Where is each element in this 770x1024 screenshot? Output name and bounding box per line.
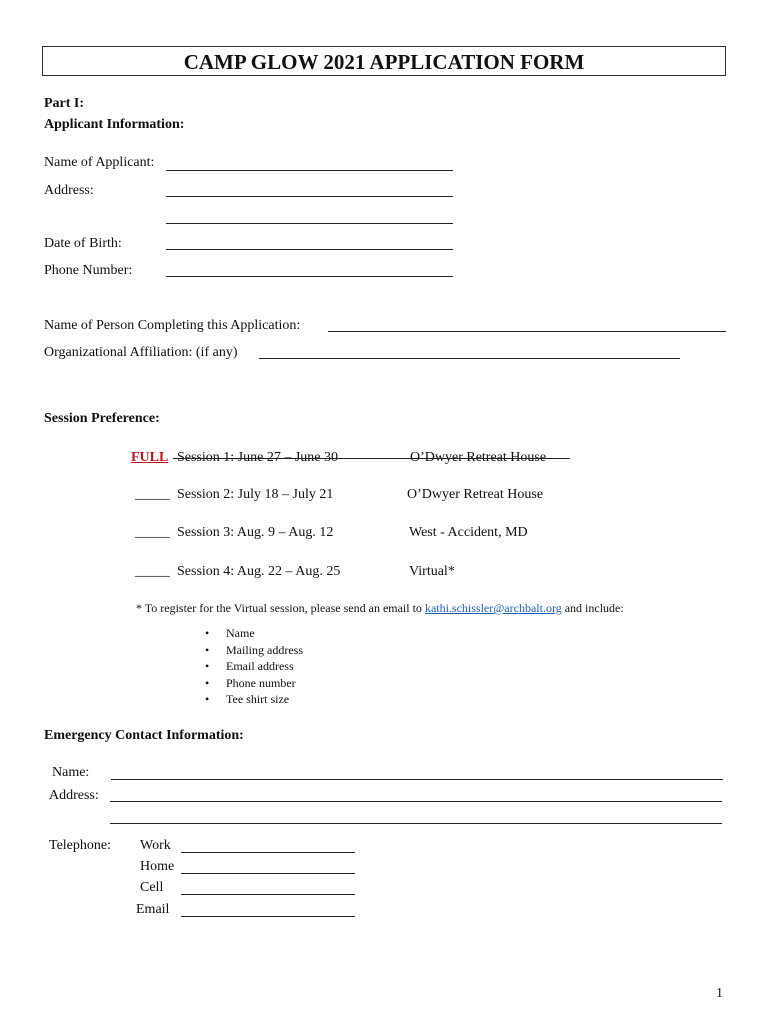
session-1-strikethrough xyxy=(173,458,570,459)
session-3-checkbox-line[interactable]: _____ xyxy=(135,525,170,540)
dob-label: Date of Birth: xyxy=(44,236,122,251)
session-heading: Session Preference: xyxy=(44,411,160,426)
list-item: • Phone number xyxy=(205,675,303,692)
phone-field[interactable] xyxy=(166,276,453,277)
completer-field[interactable] xyxy=(328,331,726,332)
applicant-name-field[interactable] xyxy=(166,170,453,171)
virtual-note-tail: and include: xyxy=(561,601,624,615)
list-item: • Mailing address xyxy=(205,642,303,659)
session-1-label: Session 1: June 27 – June 30 xyxy=(177,450,338,465)
part-label: Part I: xyxy=(44,96,85,111)
session-4-label: Session 4: Aug. 22 – Aug. 25 xyxy=(177,564,341,579)
phone-label: Phone Number: xyxy=(44,263,133,278)
session-3-location: West - Accident, MD xyxy=(409,525,528,540)
form-title: CAMP GLOW 2021 APPLICATION FORM xyxy=(42,46,726,76)
session-2-label: Session 2: July 18 – July 21 xyxy=(177,487,334,502)
session-2-checkbox-line[interactable]: _____ xyxy=(135,487,170,502)
applicant-name-label: Name of Applicant: xyxy=(44,155,155,170)
email-label: Email xyxy=(136,902,170,917)
work-phone-label: Work xyxy=(140,838,171,853)
applicant-heading: Applicant Information: xyxy=(44,117,185,132)
session-3-label: Session 3: Aug. 9 – Aug. 12 xyxy=(177,525,334,540)
emergency-address-field-2[interactable] xyxy=(110,823,722,824)
session-2-location: O’Dwyer Retreat House xyxy=(407,487,544,502)
session-1-full-mark: FULL xyxy=(131,450,169,465)
list-item: • Name xyxy=(205,625,303,642)
list-item: • Tee shirt size xyxy=(205,691,303,708)
emergency-address-label: Address: xyxy=(49,788,99,803)
email-field[interactable] xyxy=(181,916,355,917)
emergency-address-field-1[interactable] xyxy=(110,801,722,802)
home-phone-field[interactable] xyxy=(181,873,355,874)
include-list xyxy=(205,625,303,708)
list-item: • Email address xyxy=(205,658,303,675)
telephone-label: Telephone: xyxy=(49,838,111,853)
address-field-line-1[interactable] xyxy=(166,196,453,197)
virtual-note xyxy=(136,601,624,616)
emergency-name-label: Name: xyxy=(52,765,90,780)
affiliation-label: Organizational Affiliation: (if any) xyxy=(44,345,238,360)
work-phone-field[interactable] xyxy=(181,852,355,853)
address-field-line-2[interactable] xyxy=(166,223,453,224)
completer-label: Name of Person Completing this Application: xyxy=(44,318,301,333)
home-phone-label: Home xyxy=(140,859,175,874)
virtual-note-text: * To register for the Virtual session, please send an email to xyxy=(136,601,425,615)
session-4-checkbox-line[interactable]: _____ xyxy=(135,564,170,579)
address-label: Address: xyxy=(44,183,94,198)
dob-field[interactable] xyxy=(166,249,453,250)
emergency-name-field[interactable] xyxy=(111,779,723,780)
affiliation-field[interactable] xyxy=(259,358,680,359)
page-number: 1 xyxy=(716,986,723,1001)
cell-phone-label: Cell xyxy=(140,880,164,895)
session-1-location: O’Dwyer Retreat House xyxy=(410,450,547,465)
session-4-location: Virtual* xyxy=(409,564,455,579)
cell-phone-field[interactable] xyxy=(181,894,355,895)
contact-email-link[interactable]: kathi.schissler@archbalt.org xyxy=(424,601,562,615)
emergency-heading: Emergency Contact Information: xyxy=(44,728,244,743)
